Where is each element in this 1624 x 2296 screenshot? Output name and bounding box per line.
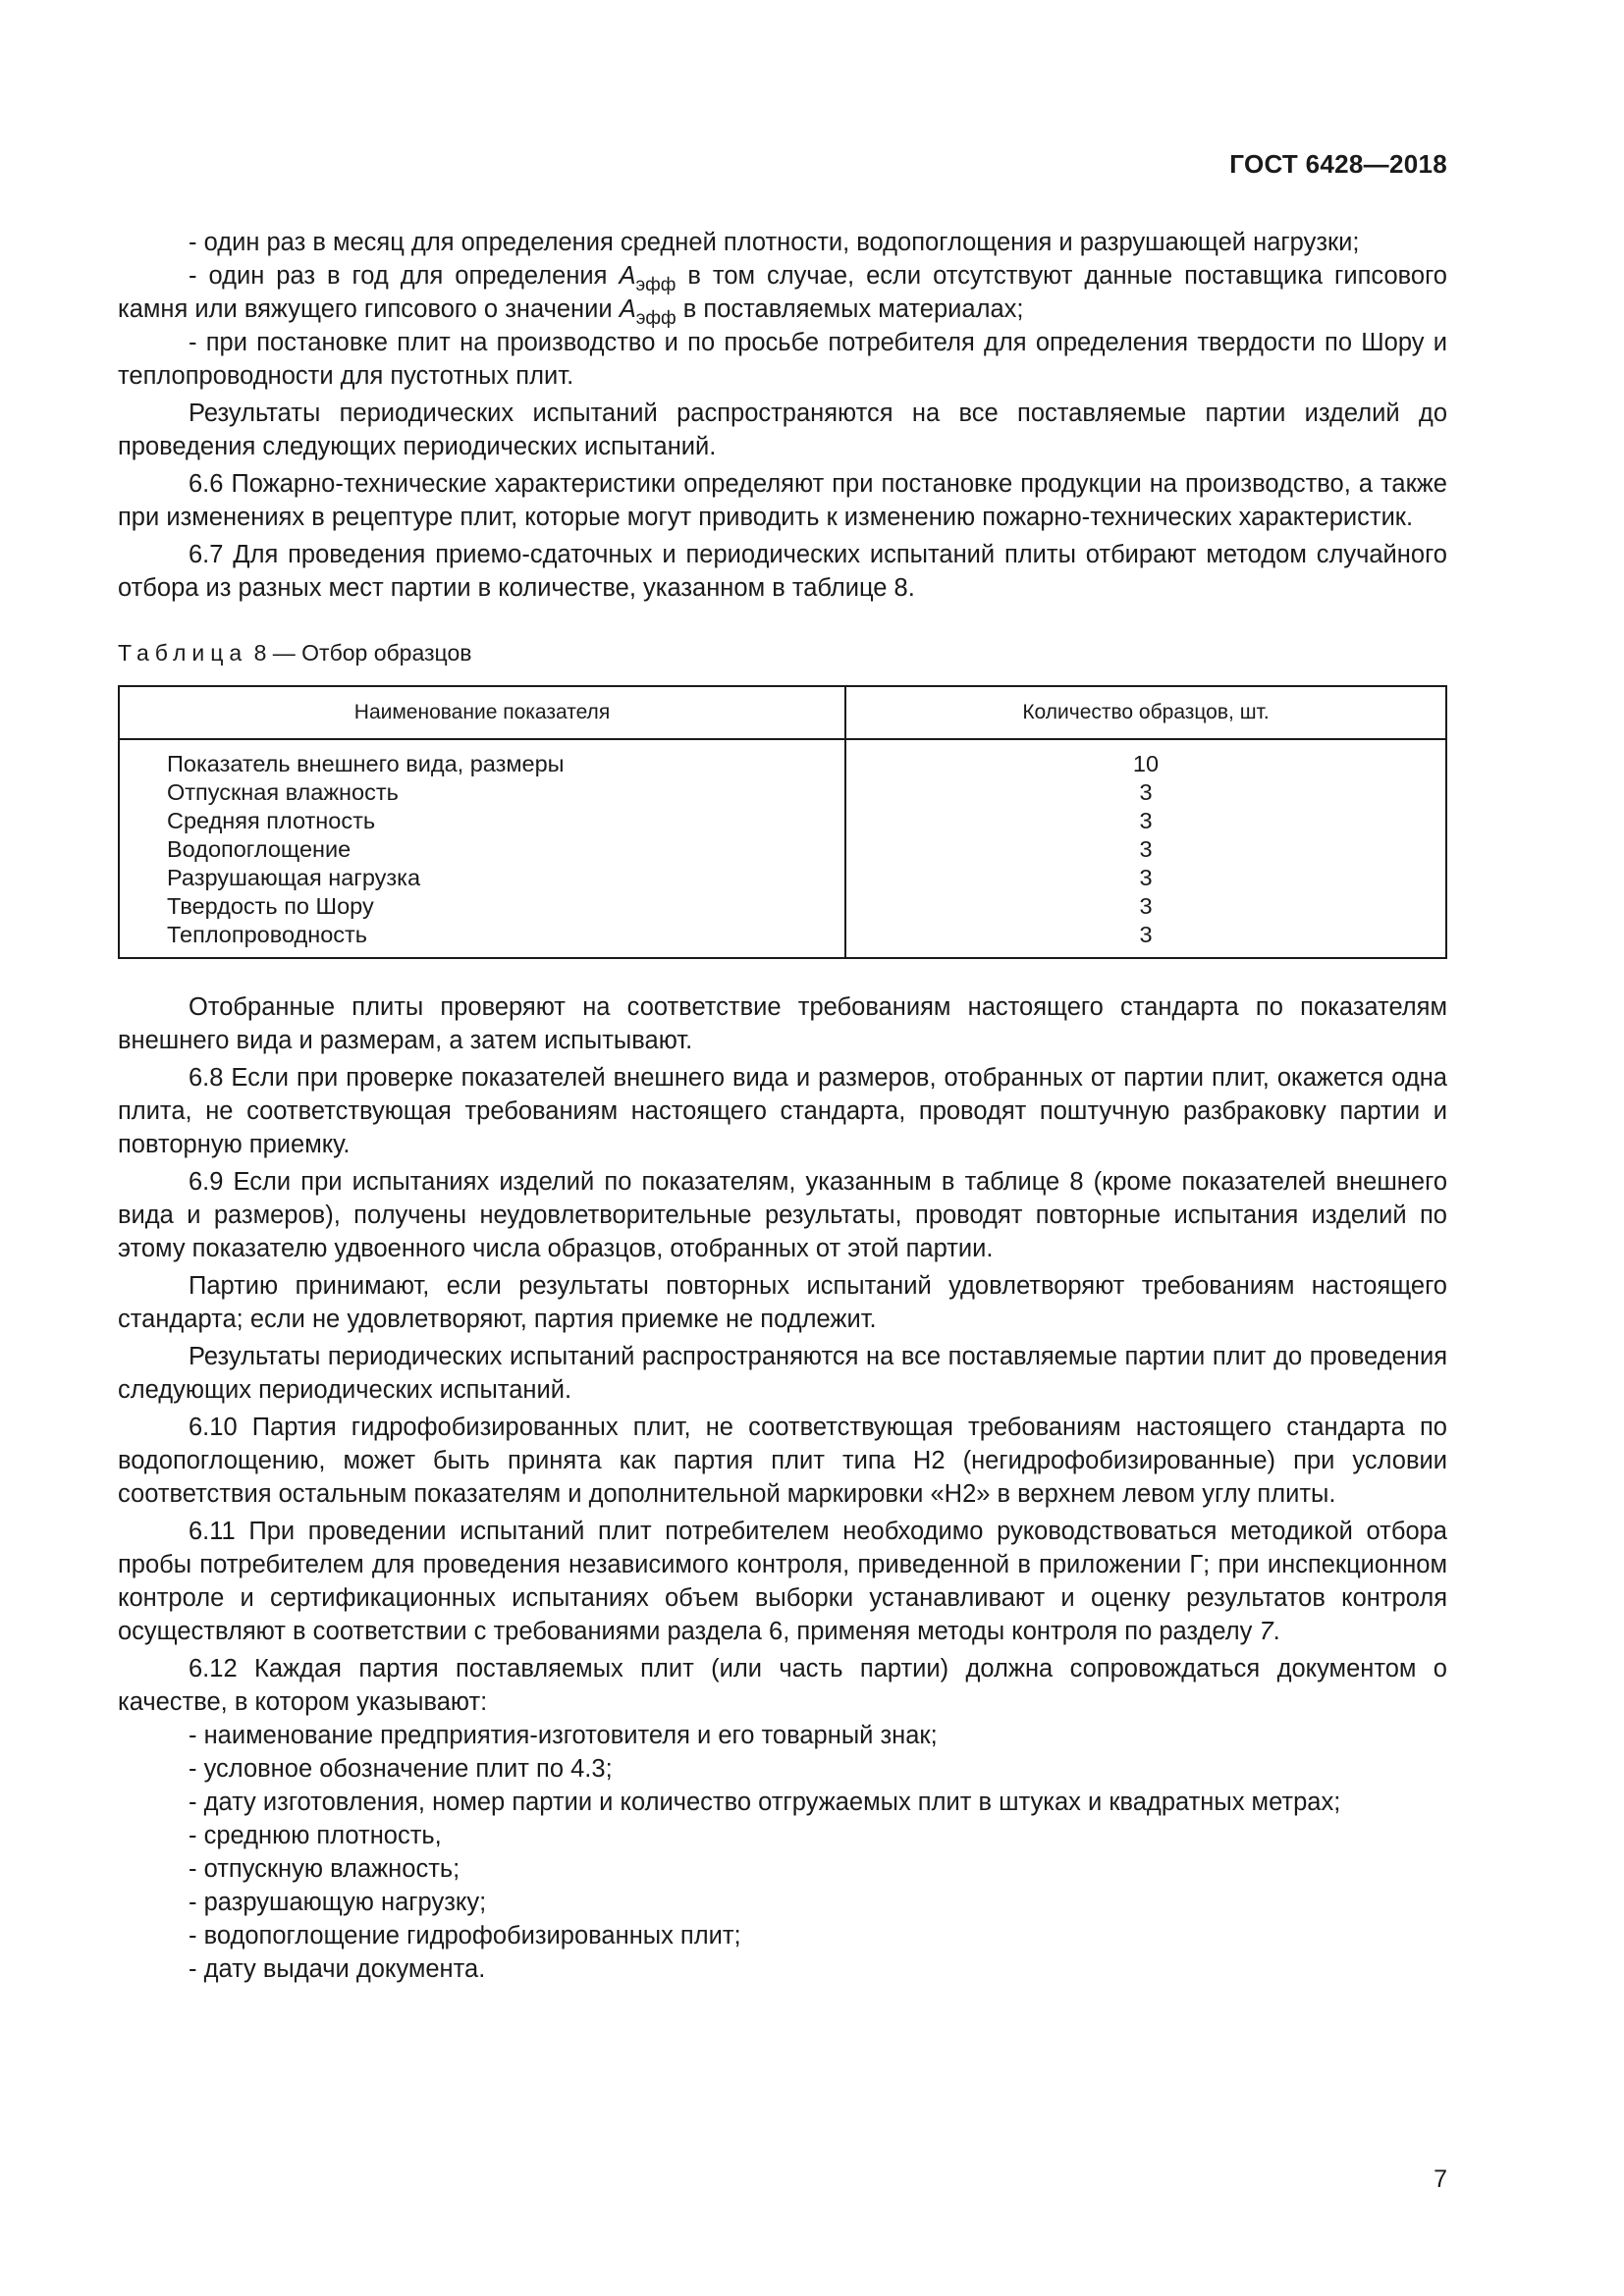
table-row [119,835,1446,864]
table-cell-indicator: Разрушающая нагрузка [119,864,845,892]
symbol-a: A [619,295,636,323]
page-number: 7 [1434,2165,1447,2193]
table-cell-count: 3 [1139,779,1153,805]
table-cell-indicator: Твердость по Шору [119,892,845,921]
text-fragment: - один раз в год для определения [189,262,620,290]
list-item: - дату выдачи документа. [189,1955,486,1983]
list-item: - отпускную влажность; [189,1855,460,1883]
table-cell-indicator: Водопоглощение [119,835,845,864]
sampling-table [118,685,1447,959]
list-item: - наименование предприятия-изготовителя и его товарный знак; [189,1722,938,1749]
list-item: - разрушающую нагрузку; [189,1889,487,1916]
table-header-row [119,686,1446,739]
paragraph-batch-acceptance: Партию принимают, если результаты повторных испытаний удовлетворяют требованиям настоящего стандарта; если не удовлетворяют, партия приемке не подлежит. [118,1272,1447,1333]
clause-6-11 [118,1515,1447,1648]
table-cell-indicator: Отпускная влажность [119,778,845,807]
table-header-count: Количество образцов, шт. [845,686,1446,739]
list-item: - условное обозначение плит по 4.3; [189,1755,613,1783]
section-reference: 7 [1259,1618,1273,1645]
table-cell-count: 3 [1139,836,1153,862]
clause-6-9: 6.9 Если при испытаниях изделий по показателям, указанным в таблице 8 (кроме показателей внешнего вида и размеров), получены неудовлетворительные результаты, проводят повторные испытания изделий по этому показателю удвоенного числа образцов, отобранных от этой партии. [118,1168,1447,1262]
clause-6-12: 6.12 Каждая партия поставляемых плит (или часть партии) должна сопровождаться документом о качестве, в котором указывают: [118,1655,1447,1716]
text-fragment: . [1272,1618,1280,1645]
table-cell-indicator: Средняя плотность [119,807,845,835]
subscript-eff: эфф [635,308,677,329]
table-row [119,778,1446,807]
page-content [118,226,1447,1986]
table-cell-count: 3 [1139,893,1153,919]
list-item: - водопоглощение гидрофобизированных плит; [189,1922,741,1949]
table-caption-word: Таблица [118,640,248,666]
table-caption [118,638,1447,667]
paragraph-periodic-results: Результаты периодических испытаний распространяются на все поставляемые партии изделий до проведения следующих периодических испытаний. [118,400,1447,460]
periodic-item-monthly: - один раз в месяц для определения средней плотности, водопоглощения и разрушающей нагрузки; [189,229,1360,256]
table-cell-count: 3 [1139,808,1153,833]
table-cell-count: 3 [1139,865,1153,890]
table-row [119,892,1446,921]
table-header-indicator: Наименование показателя [119,686,845,739]
paragraph-selected-plates: Отобранные плиты проверяют на соответствие требованиям настоящего стандарта по показателям внешнего вида и размерам, а затем испытывают. [118,993,1447,1054]
periodic-item-production: - при постановке плит на производство и по просьбе потребителя для определения твердости по Шору и теплопроводности для пустотных плит. [118,329,1447,390]
table-row [119,807,1446,835]
clause-6-10: 6.10 Партия гидрофобизированных плит, не соответствующая требованиям настоящего стандарта по водопоглощению, может быть принята как партия плит типа Н2 (негидрофобизированные) при условии соответствия остальным показателям и дополнительной маркировки «Н2» в верхнем левом углу плиты. [118,1414,1447,1508]
text-fragment: в том случае, если отсутствуют данные поставщика гипсового камня или вяжущего гипсового о значении [118,262,1447,323]
list-item: - среднюю плотность, [189,1822,442,1849]
table-row [119,739,1446,778]
clause-6-8: 6.8 Если при проверке показателей внешнего вида и размеров, отобранных от партии плит, окажется одна плита, не соответствующая требованиям настоящего стандарта, проводят поштучную разбраковку партии и повторную приемку. [118,1064,1447,1158]
list-item: - дату изготовления, номер партии и количество отгружаемых плит в штуках и квадратных метрах; [189,1789,1341,1816]
subscript-eff: эфф [635,275,677,295]
periodic-item-yearly [118,259,1447,329]
clause-6-7: 6.7 Для проведения приемо-сдаточных и периодических испытаний плиты отбирают методом случайного отбора из разных мест партии в количестве, указанном в таблице 8. [118,541,1447,602]
table-cell-indicator: Теплопроводность [119,921,845,958]
standard-header: ГОСТ 6428—2018 [1229,149,1447,179]
symbol-a: A [619,262,636,290]
table-row [119,921,1446,958]
clause-6-6: 6.6 Пожарно-технические характеристики определяют при постановке продукции на производство, а также при изменениях в рецептуре плит, которые могут приводить к изменению пожарно-технических характеристик. [118,470,1447,531]
text-fragment: 6.11 При проведении испытаний плит потребителем необходимо руководствоваться методикой отбора пробы потребителем для проведения независимого контроля, приведенной в приложении Г; при инспекционном контроле и сертификационных испытаниях объем выборки устанавливают и оценку результатов контроля осуществляют в соответствии с требованиями раздела 6, применяя методы контроля по разделу [118,1518,1447,1645]
table-cell-count: 10 [1132,751,1160,776]
table-row [119,864,1446,892]
table-cell-count: 3 [1139,922,1153,947]
table-caption-title: 8 — Отбор образцов [253,640,472,666]
text-fragment: в поставляемых материалах; [676,295,1024,323]
paragraph-periodic-results-plates: Результаты периодических испытаний распространяются на все поставляемые партии плит до проведения следующих периодических испытаний. [118,1343,1447,1404]
table-cell-indicator: Показатель внешнего вида, размеры [119,739,845,778]
